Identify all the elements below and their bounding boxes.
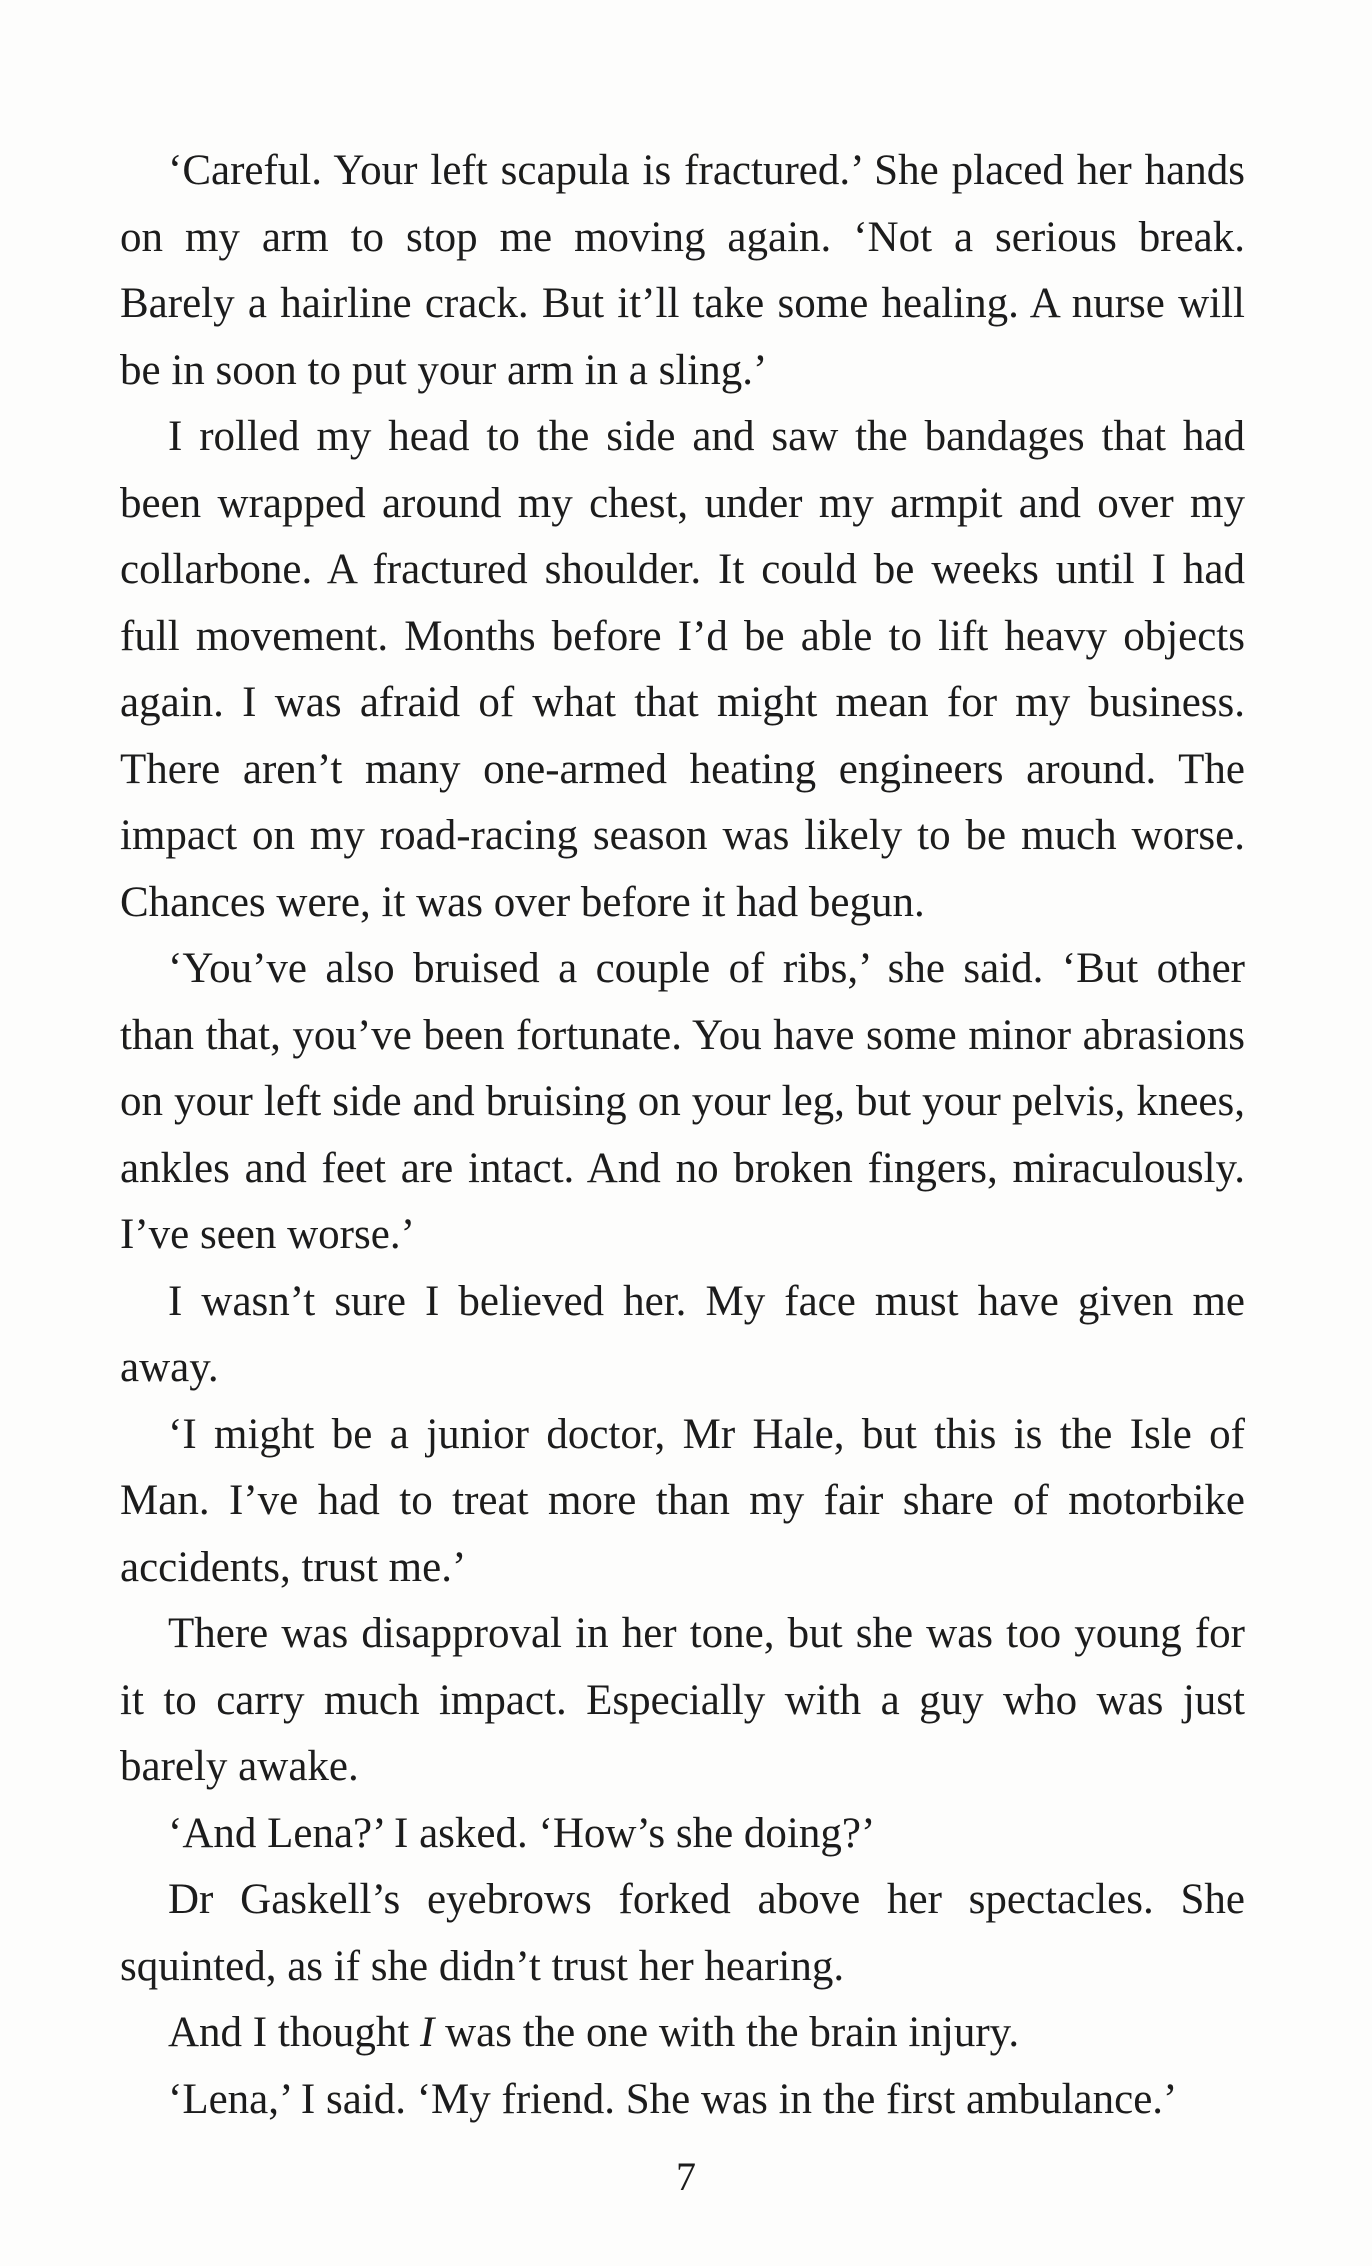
paragraph-9-before: And I thought	[168, 2009, 421, 2056]
paragraph-6: There was disapproval in her tone, but she was too young for it to carry much impact. Especially with a guy who was just barely awake.	[120, 1610, 1245, 1790]
body-text	[120, 138, 1245, 2133]
paragraph-3: ‘You’ve also bruised a couple of ribs,’ she said. ‘But other than that, you’ve been fortunate. You have some minor abrasions on your left side and bruising on your leg, but your pelvis, knees, ankles and feet are intact. And no broken fingers, miraculously. I’ve seen worse.’	[120, 945, 1245, 1258]
paragraph-5: ‘I might be a junior doctor, Mr Hale, but this is the Isle of Man. I’ve had to treat more than my fair share of motorbike accidents, trust me.’	[120, 1410, 1245, 1591]
paragraph-10: ‘Lena,’ I said. ‘My friend. She was in the first ambulance.’	[168, 2075, 1178, 2123]
paragraph-7: ‘And Lena?’ I asked. ‘How’s she doing?’	[168, 1809, 876, 1857]
paragraph-8: Dr Gaskell’s eyebrows forked above her spectacles. She squinted, as if she didn’t trust her hearing.	[120, 1876, 1245, 1990]
paragraph-9-after: was the one with the brain injury.	[434, 2009, 1020, 2056]
paragraph-4: I wasn’t sure I believed her. My face must have given me away.	[120, 1277, 1245, 1391]
paragraph-9	[120, 2000, 1245, 2067]
paragraph-1: ‘Careful. Your left scapula is fractured.’ She placed her hands on my arm to stop me moving again. ‘Not a serious break. Barely a hairline crack. But it’ll take some healing. A nurse will be in soon to put your arm in a sling.’	[120, 147, 1245, 394]
page-number: 7	[676, 2154, 696, 2199]
paragraph-2: I rolled my head to the side and saw the bandages that had been wrapped around my chest, under my armpit and over my collarbone. A fractured shoulder. It could be weeks until I had full movement. Months before I’d be able to lift heavy objects again. I was afraid of what that might mean for my business. There aren’t many one-armed heating engineers around. The impact on my road-racing season was likely to be much worse. Chances were, it was over before it had begun.	[120, 413, 1245, 926]
paragraph-9-emphasis: I	[420, 2009, 435, 2056]
